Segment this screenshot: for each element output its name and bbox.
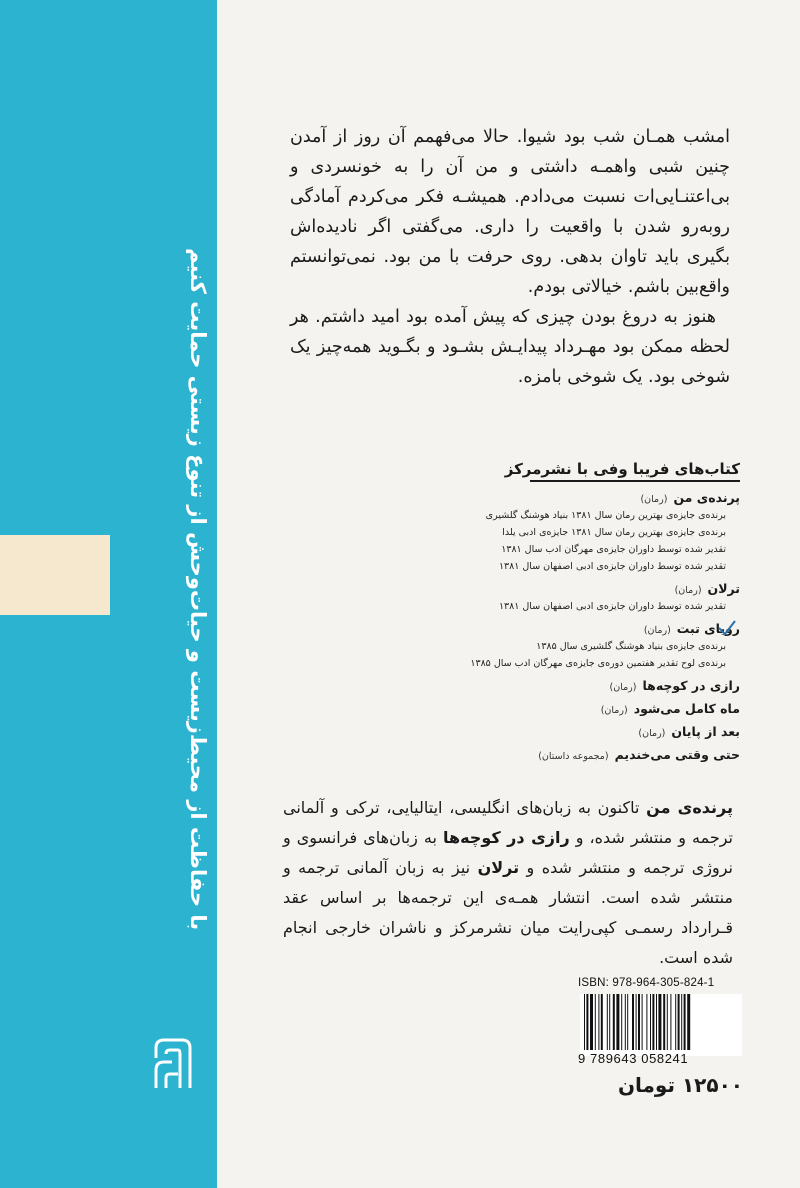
- barcode-bar: [621, 994, 622, 1050]
- barcode-bar: [586, 994, 588, 1050]
- barcode-bar: [687, 994, 690, 1050]
- book-item: [380, 721, 740, 741]
- book-title: ماه کامل می‌شود: [633, 701, 740, 716]
- barcode-bar: [607, 994, 608, 1050]
- book-genre: (مجموعه داستان): [538, 751, 609, 762]
- book-award: برنده‌ی جایزه‌ی بهترین رمان سال ۱۳۸۱ جایزه‌ی ادبی یلدا: [502, 527, 726, 538]
- barcode-bar: [642, 994, 643, 1050]
- spine-slogan: با حفاظت از محیط‌زیست و حیات‌وحش از تنوع زیستی حمایت کنیم: [186, 247, 210, 930]
- price-label: ۱۲۵۰۰ تومان: [617, 1073, 743, 1097]
- book-title: رویای تبت: [676, 621, 740, 636]
- barcode-bars: [580, 994, 742, 1056]
- book-genre: (رمان): [600, 705, 628, 716]
- book-item: [380, 675, 740, 695]
- barcode-bar: [656, 994, 657, 1050]
- book-item: [380, 487, 740, 575]
- book-title-line: [380, 578, 740, 598]
- barcode-bar: [684, 994, 686, 1050]
- heading-underline: [530, 480, 740, 482]
- intro-paragraph-1: امشب همـان شب بود شیوا. حالا می‌فهمم آن روز از آمدن چنین شبی واهمـه داشتی و من آن را به خونسردی و بی‌اعتنـایی‌ات نسبت می‌دادم. همیشـه فکر می‌کردم آمادگی روبه‌رو شدن با واقعیت را داری. می‌گفتی اگر نادیده‌اش بگیری باید تاوان بدهی. روی حرفت با من بود. نمی‌توانستم واقع‌بین باشم. خیالاتی بودم.: [290, 127, 730, 297]
- barcode-area: [578, 977, 742, 1070]
- barcode-bar: [638, 994, 640, 1050]
- checkmark-icon: [717, 619, 737, 637]
- barcode-bar: [590, 994, 593, 1050]
- book-list: [380, 487, 740, 767]
- book-genre: (رمان): [609, 682, 637, 693]
- book-title-line: [380, 744, 740, 764]
- barcode-bar: [601, 994, 603, 1050]
- cream-block: [0, 535, 110, 615]
- book-genre: (رمان): [643, 625, 671, 636]
- book-award: تقدیر شده توسط داوران جایزه‌ی ادبی اصفهان سال ۱۳۸۱: [498, 601, 726, 612]
- book-name-bold: پرنده‌ی من: [646, 798, 733, 817]
- intro-paragraph-2: هنوز به دروغ بودن چیزی که پیش آمده بود امید داشتم. هر لحظه ممکن بود مهـرداد پیدایـش بشـود و بگـوید همه‌چیز یک شوخی بود. یک شوخی بامزه.: [290, 307, 730, 387]
- book-item: [380, 578, 740, 615]
- book-item: [380, 618, 740, 672]
- barcode-bar: [636, 994, 637, 1050]
- book-title-line: [380, 698, 740, 718]
- translations-text: به زبان‌های فرانسوی و نروژی ترجمه و منتشر شده و: [283, 828, 733, 877]
- barcode-bar: [678, 994, 680, 1050]
- book-title: بعد از پایان: [671, 724, 740, 739]
- barcode-bar: [652, 994, 654, 1050]
- book-name-bold: ترلان: [477, 858, 520, 877]
- intro-excerpt: [290, 122, 730, 392]
- book-genre: (رمان): [640, 494, 668, 505]
- barcode-bar: [632, 994, 634, 1050]
- barcode-bar: [675, 994, 676, 1050]
- book-title: ترلان: [707, 581, 740, 596]
- barcode-bar: [625, 994, 626, 1050]
- book-genre: (رمان): [638, 728, 666, 739]
- translations-paragraph: [283, 793, 733, 973]
- barcode-bar: [670, 994, 671, 1050]
- translations-text: نیز به زبان آلمانی ترجمه و منتشر شده است. انتشار همـه‌ی این ترجمه‌ها بر اساس عقد قـرارداد رسمـی کپی‌رایت میان نشرمرکز و ناشران خارجی انجام شده است.: [283, 858, 733, 967]
- book-title: رازی در کوچه‌ها: [642, 678, 740, 693]
- book-award: تقدیر شده توسط داوران جایزه‌ی مهرگان ادب سال ۱۳۸۱: [501, 544, 726, 555]
- book-item: [380, 698, 740, 718]
- book-title: پرنده‌ی من: [673, 490, 740, 505]
- book-title-line: [380, 675, 740, 695]
- books-heading-text: کتاب‌های فریبا وفی با نشرمرکز: [504, 460, 740, 478]
- books-heading: [460, 460, 740, 482]
- book-genre: (رمان): [674, 585, 702, 596]
- barcode-bar: [646, 994, 647, 1050]
- barcode-bar: [613, 994, 615, 1050]
- barcode-bar: [667, 994, 668, 1050]
- barcode-bar: [650, 994, 651, 1050]
- book-award: برنده‌ی لوح تقدیر هفتمین دوره‌ی جایزه‌ی مهرگان ادب سال ۱۳۸۵: [470, 658, 726, 669]
- book-award: تقدیر شده توسط داوران جایزه‌ی ادبی اصفهان سال ۱۳۸۱: [498, 561, 726, 572]
- book-title-line: [380, 618, 740, 638]
- book-title-line: [380, 487, 740, 507]
- barcode-bar: [609, 994, 610, 1050]
- barcode-bar: [598, 994, 599, 1050]
- isbn-label: ISBN: 978-964-305-824-1: [578, 977, 715, 989]
- barcode-bar: [595, 994, 596, 1050]
- barcode-bar: [584, 994, 585, 1050]
- translations-text: تاکنون به زبان‌های انگلیسی، ایتالیایی، ترکی و آلمانی ترجمه و منتشر شده، و: [283, 798, 733, 847]
- book-award: برنده‌ی جایزه‌ی بنیاد هوشنگ گلشیری سال ۱۳۸۵: [536, 641, 726, 652]
- barcode-bar: [616, 994, 619, 1050]
- barcode-bar: [681, 994, 682, 1050]
- book-title-line: [380, 721, 740, 741]
- barcode-bar: [658, 994, 661, 1050]
- book-item: [380, 744, 740, 764]
- barcode-bar: [627, 994, 628, 1050]
- barcode-bar: [663, 994, 665, 1050]
- publisher-logo-icon: [148, 1030, 196, 1092]
- book-award: برنده‌ی جایزه‌ی بهترین رمان سال ۱۳۸۱ بنیاد هوشنگ گلشیری: [485, 510, 726, 521]
- book-name-bold: رازی در کوچه‌ها: [442, 828, 570, 847]
- book-title: حتی وقتی می‌خندیم: [614, 747, 740, 762]
- barcode-number: 9 789643 058241: [578, 1051, 689, 1066]
